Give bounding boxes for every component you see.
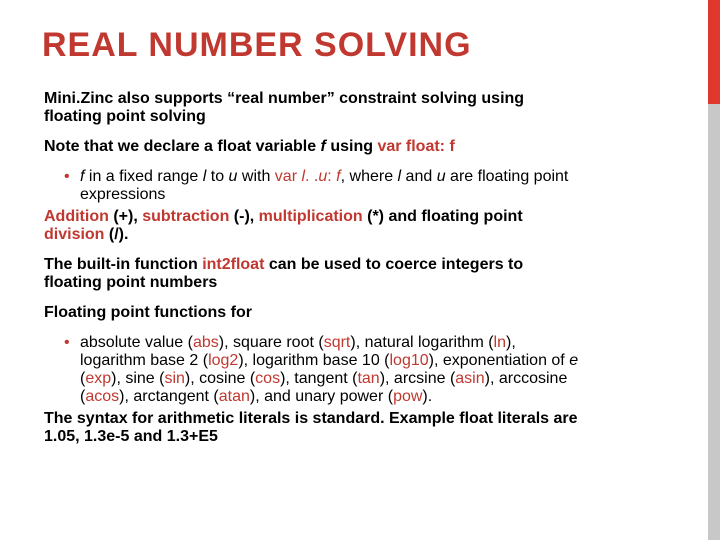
slide-body (44, 90, 672, 458)
paragraph-float-functions: Floating point functions for (44, 304, 252, 321)
bullet-function-list: • absolute value (abs), square root (sqrt), natural logarithm (ln), logarithm base 2 (log2), logarithm base 10 (log10), exponentiation of e (exp), sine (sin), cosine (cos), tangent (tan), arcsine (asin), arccosine (acos), arctangent (atan), and unary power (pow). (64, 334, 579, 405)
slide-title: REAL NUMBER SOLVING (42, 26, 472, 64)
side-accent-red-segment (708, 0, 720, 104)
paragraph-arithmetic-ops: Addition (+), subtraction (-), multiplication (*) and floating point division (/). (44, 208, 523, 243)
paragraph-int2float: The built-in function int2float can be used to coerce integers to floating point numbers (44, 256, 524, 291)
bullet-dot: • (64, 334, 70, 351)
paragraph-minizinc-real: Mini.Zinc also supports “real number” constraint solving using floating point solving (44, 90, 525, 125)
paragraph-declare-float: Note that we declare a float variable f using var float: f (44, 138, 455, 155)
side-accent-bar (708, 0, 720, 540)
bullet-dot: • (64, 168, 70, 185)
paragraph-literal-syntax: The syntax for arithmetic literals is standard. Example float literals are 1.05, 1.3e-5 and 1.3+E5 (44, 410, 578, 445)
bullet-fixed-range: • f in a fixed range l to u with var l. .u: f, where l and u are floating point expressions (64, 168, 569, 203)
